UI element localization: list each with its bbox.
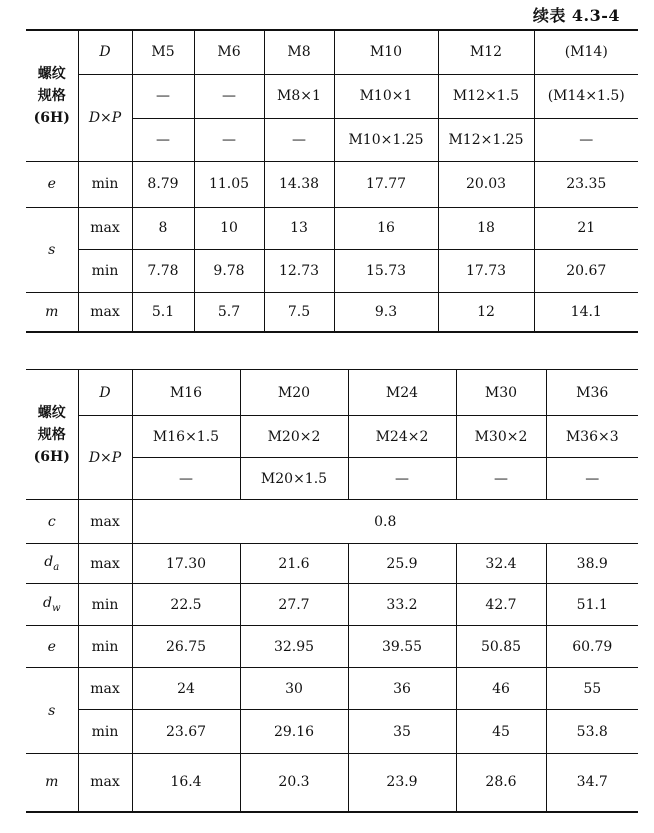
table-cell: 17.73 <box>438 249 534 292</box>
dxp-label: D×P <box>78 416 132 500</box>
table-cell: 13 <box>264 207 334 249</box>
table-cell: 5.1 <box>132 292 194 332</box>
table-cell: 20.67 <box>534 249 638 292</box>
table-row <box>26 626 638 668</box>
table-cell: 42.7 <box>456 584 546 626</box>
row-sublabel: min <box>78 626 132 668</box>
row-sublabel: max <box>78 754 132 812</box>
row-sublabel: max <box>78 500 132 544</box>
table-cell: 7.78 <box>132 249 194 292</box>
table-cell: — <box>132 118 194 161</box>
table-cell: 32.95 <box>240 626 348 668</box>
row-sublabel: min <box>78 249 132 292</box>
table-cell: M10×1 <box>334 74 438 118</box>
s-symbol: s <box>26 207 78 292</box>
table-cell: M8×1 <box>264 74 334 118</box>
table-cell: 21.6 <box>240 544 348 584</box>
table-row <box>26 249 638 292</box>
table-row <box>26 74 638 118</box>
table-cell: — <box>194 74 264 118</box>
table-cell: M36 <box>546 370 638 416</box>
table-row <box>26 30 638 74</box>
table-cell: — <box>456 458 546 500</box>
table-cell: 23.9 <box>348 754 456 812</box>
table-cell: 9.3 <box>334 292 438 332</box>
table-cell: 14.1 <box>534 292 638 332</box>
thread-spec-label: 螺纹 规格 (6H) <box>26 370 78 500</box>
table-row <box>26 544 638 584</box>
table-cell: 33.2 <box>348 584 456 626</box>
s-symbol: s <box>26 668 78 754</box>
table-row <box>26 292 638 332</box>
table-cell: 8 <box>132 207 194 249</box>
table-cell: — <box>132 74 194 118</box>
table-cell: M20×1.5 <box>240 458 348 500</box>
table-cell: 29.16 <box>240 710 348 754</box>
table-cell: 16 <box>334 207 438 249</box>
table-cell: M20×2 <box>240 416 348 458</box>
d-label: D <box>78 370 132 416</box>
table-cell: 55 <box>546 668 638 710</box>
table-cell: 11.05 <box>194 161 264 207</box>
table-cell: 53.8 <box>546 710 638 754</box>
table-cell: 14.38 <box>264 161 334 207</box>
table-cell: 30 <box>240 668 348 710</box>
table-cell: 12 <box>438 292 534 332</box>
table-cell: M20 <box>240 370 348 416</box>
table-cell: 26.75 <box>132 626 240 668</box>
table-cell: — <box>348 458 456 500</box>
e-symbol: e <box>26 626 78 668</box>
table-cell: M12×1.5 <box>438 74 534 118</box>
table-cell: M16 <box>132 370 240 416</box>
table-row <box>26 668 638 710</box>
table-cell: M16×1.5 <box>132 416 240 458</box>
table-cell: 22.5 <box>132 584 240 626</box>
table-cell: 25.9 <box>348 544 456 584</box>
table-cell: M6 <box>194 30 264 74</box>
table-cell: 10 <box>194 207 264 249</box>
row-sublabel: min <box>78 584 132 626</box>
table-cell: 17.30 <box>132 544 240 584</box>
table-cell: 46 <box>456 668 546 710</box>
table-cell: M5 <box>132 30 194 74</box>
thread-spec-label: 螺纹 规格 (6H) <box>26 30 78 161</box>
table-caption: 续表 4.3-4 <box>532 6 620 25</box>
table-cell: M24×2 <box>348 416 456 458</box>
table-cell: — <box>264 118 334 161</box>
row-sublabel: min <box>78 161 132 207</box>
table-cell: 39.55 <box>348 626 456 668</box>
table-cell: M10×1.25 <box>334 118 438 161</box>
table-cell: 5.7 <box>194 292 264 332</box>
table-cell: M30 <box>456 370 546 416</box>
row-sublabel: max <box>78 292 132 332</box>
table-cell: — <box>534 118 638 161</box>
table-cell: 60.79 <box>546 626 638 668</box>
table-cell: M10 <box>334 30 438 74</box>
table-cell: 50.85 <box>456 626 546 668</box>
c-symbol: c <box>26 500 78 544</box>
table-row <box>26 584 638 626</box>
table-cell: (M14) <box>534 30 638 74</box>
table-cell: 20.03 <box>438 161 534 207</box>
table-cell: 38.9 <box>546 544 638 584</box>
table-cell: 9.78 <box>194 249 264 292</box>
table-row <box>26 754 638 812</box>
m-symbol: m <box>26 754 78 812</box>
table-cell: 17.77 <box>334 161 438 207</box>
table-cell: 18 <box>438 207 534 249</box>
table-cell: M24 <box>348 370 456 416</box>
nut-dimension-table-2 <box>26 369 638 813</box>
table-cell: 21 <box>534 207 638 249</box>
table-cell: 24 <box>132 668 240 710</box>
table-cell: 16.4 <box>132 754 240 812</box>
table-row <box>26 207 638 249</box>
row-sublabel: max <box>78 207 132 249</box>
d-label: D <box>78 30 132 74</box>
da-symbol: $d_a$ <box>26 544 78 584</box>
table-cell: 8.79 <box>132 161 194 207</box>
dw-symbol: $d_w$ <box>26 584 78 626</box>
table-cell: 12.73 <box>264 249 334 292</box>
table-cell: M36×3 <box>546 416 638 458</box>
table-cell: — <box>546 458 638 500</box>
table-cell: 0.8 <box>132 500 638 544</box>
table-cell: M12 <box>438 30 534 74</box>
table-cell: — <box>132 458 240 500</box>
row-sublabel: min <box>78 710 132 754</box>
table-cell: 20.3 <box>240 754 348 812</box>
table-cell: M12×1.25 <box>438 118 534 161</box>
table-cell: 23.35 <box>534 161 638 207</box>
nut-dimension-table-1 <box>26 29 638 333</box>
table-row <box>26 500 638 544</box>
table-cell: 45 <box>456 710 546 754</box>
table-cell: 35 <box>348 710 456 754</box>
table-cell: 32.4 <box>456 544 546 584</box>
e-symbol: e <box>26 161 78 207</box>
table-row <box>26 370 638 416</box>
table-row <box>26 416 638 458</box>
table-cell: 23.67 <box>132 710 240 754</box>
table-cell: 15.73 <box>334 249 438 292</box>
table-cell: 28.6 <box>456 754 546 812</box>
table-cell: 36 <box>348 668 456 710</box>
table-row <box>26 161 638 207</box>
m-symbol: m <box>26 292 78 332</box>
row-sublabel: max <box>78 544 132 584</box>
table-cell: M8 <box>264 30 334 74</box>
table-cell: 7.5 <box>264 292 334 332</box>
table-cell: 51.1 <box>546 584 638 626</box>
table-cell: — <box>194 118 264 161</box>
table-cell: (M14×1.5) <box>534 74 638 118</box>
table-row <box>26 710 638 754</box>
row-sublabel: max <box>78 668 132 710</box>
dxp-label: D×P <box>78 74 132 161</box>
table-cell: M30×2 <box>456 416 546 458</box>
table-cell: 27.7 <box>240 584 348 626</box>
table-cell: 34.7 <box>546 754 638 812</box>
